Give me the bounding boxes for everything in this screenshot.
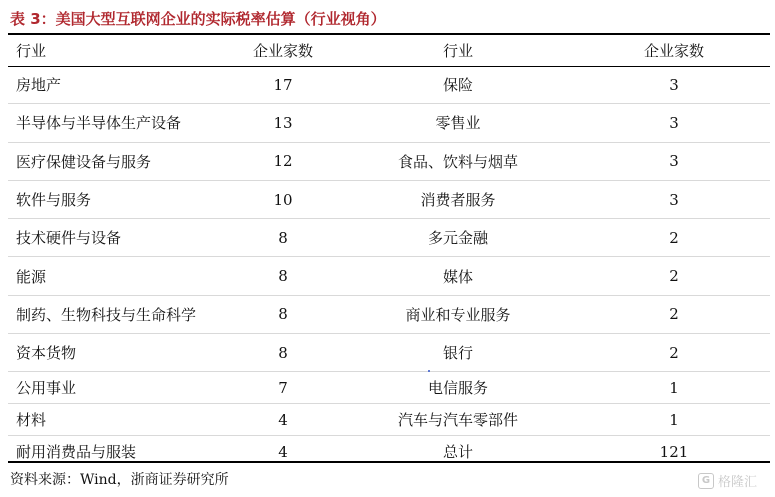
table-row (8, 219, 770, 257)
table-row (8, 372, 770, 404)
industry-left-cell: 资本货物 (8, 334, 228, 372)
count-left-cell: 8 (228, 257, 338, 295)
industry-right-cell: 保险 (338, 66, 578, 104)
count-right-cell: 1 (578, 372, 770, 404)
industry-table (8, 35, 770, 467)
industry-left-cell: 房地产 (8, 66, 228, 104)
table-row (8, 66, 770, 104)
count-right-cell: 2 (578, 219, 770, 257)
header-industry-right: 行业 (442, 42, 473, 60)
industry-right-cell: 媒体 (338, 257, 578, 295)
count-right-cell: 3 (578, 66, 770, 104)
count-right-cell: 2 (578, 334, 770, 372)
count-right-cell: 121 (659, 442, 689, 461)
industry-left-cell: 能源 (8, 257, 228, 295)
table-row (8, 257, 770, 295)
table-row (8, 404, 770, 436)
count-left-cell: 8 (228, 219, 338, 257)
count-left-cell: 12 (228, 142, 338, 180)
header-industry-left: 行业 (16, 42, 47, 60)
count-right-cell: 3 (578, 142, 770, 180)
industry-left-cell: 材料 (8, 404, 228, 436)
header-count-left: 企业家数 (252, 42, 313, 60)
count-left-cell: 8 (228, 295, 338, 333)
table-header-row (8, 35, 770, 66)
watermark-text: 格隆汇 (718, 475, 758, 490)
stray-dot (428, 370, 430, 372)
count-left-cell: 7 (228, 372, 338, 404)
count-left-cell: 4 (228, 404, 338, 436)
count-right-cell: 2 (578, 295, 770, 333)
industry-right-cell: 多元金融 (338, 219, 578, 257)
industry-left-cell: 半导体与半导体生产设备 (8, 104, 228, 142)
count-right-cell: 2 (578, 257, 770, 295)
count-left-cell: 13 (228, 104, 338, 142)
industry-right-cell: 电信服务 (338, 372, 578, 404)
count-left-cell: 10 (228, 180, 338, 218)
gelonghui-logo-icon: G (698, 473, 714, 489)
source-note: 资料来源：Wind，浙商证券研究所 (10, 472, 229, 488)
industry-right-cell: 银行 (338, 334, 578, 372)
table-title: 表 3：美国大型互联网企业的实际税率估算（行业视角） (10, 10, 386, 28)
industry-left-cell: 医疗保健设备与服务 (8, 142, 228, 180)
header-count-right: 企业家数 (643, 42, 704, 60)
watermark (698, 471, 757, 490)
industry-left-cell: 耐用消费品与服装 (16, 443, 137, 462)
bottom-rule (8, 461, 770, 463)
industry-right-cell: 商业和专业服务 (338, 295, 578, 333)
table-row (8, 334, 770, 372)
industry-right-cell: 零售业 (338, 104, 578, 142)
industry-right-cell: 汽车与汽车零部件 (338, 404, 578, 436)
industry-left-cell: 公用事业 (8, 372, 228, 404)
count-left-cell: 17 (228, 66, 338, 104)
count-right-cell: 3 (578, 180, 770, 218)
count-left-cell: 4 (278, 442, 288, 461)
industry-left-cell: 软件与服务 (8, 180, 228, 218)
table-row (8, 104, 770, 142)
count-right-cell: 3 (578, 104, 770, 142)
industry-right-cell: 消费者服务 (338, 180, 578, 218)
count-left-cell: 8 (228, 334, 338, 372)
table-row (8, 295, 770, 333)
industry-right-cell: 食品、饮料与烟草 (338, 142, 578, 180)
industry-left-cell: 技术硬件与设备 (8, 219, 228, 257)
industry-right-cell: 总计 (442, 443, 473, 462)
table-row (8, 180, 770, 218)
count-right-cell: 1 (578, 404, 770, 436)
industry-left-cell: 制药、生物科技与生命科学 (8, 295, 228, 333)
table-row (8, 142, 770, 180)
